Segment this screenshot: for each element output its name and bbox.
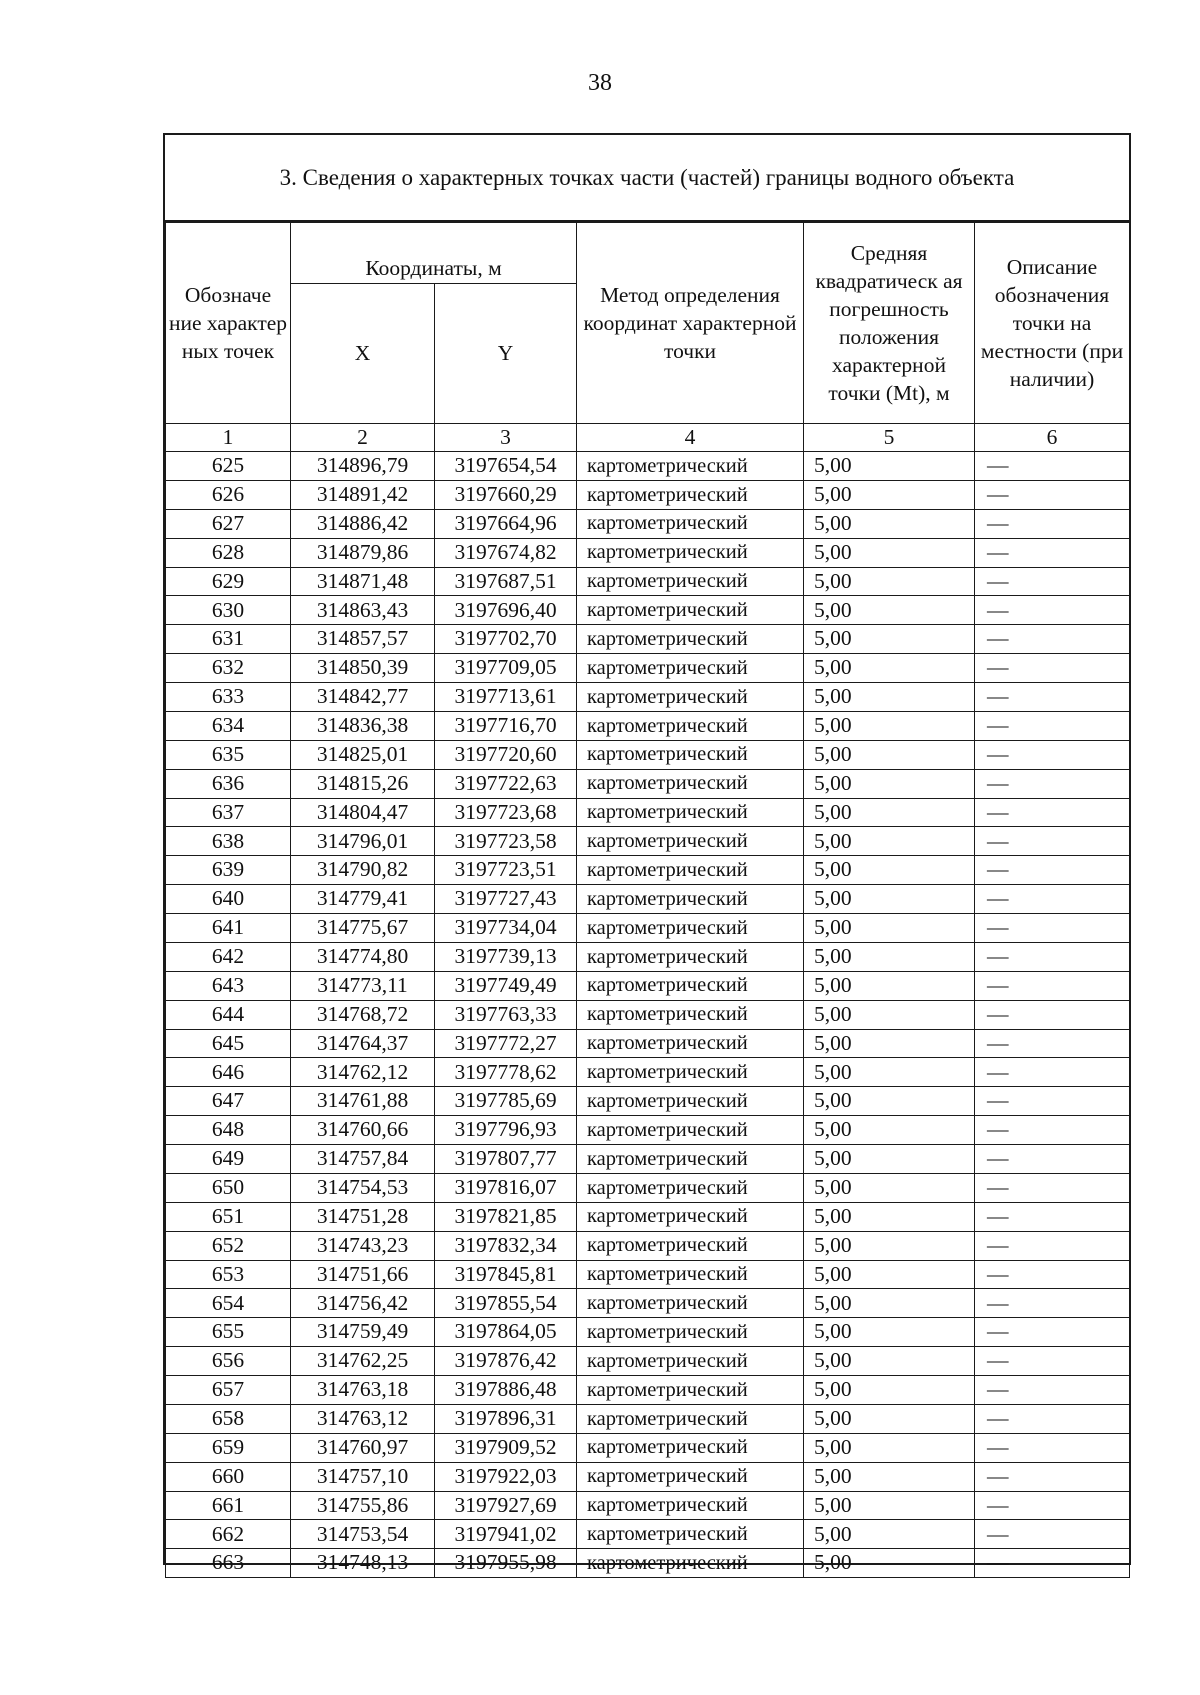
description-cell: — (975, 711, 1130, 740)
error-cell: 5,00 (804, 711, 975, 740)
table-row (166, 452, 1130, 481)
coordinate-x: 314871,48 (291, 567, 435, 596)
header-coordinates: Координаты, м (291, 223, 577, 284)
table-row (166, 1173, 1130, 1202)
description-cell: — (975, 1058, 1130, 1087)
description-cell: — (975, 740, 1130, 769)
point-number: 645 (166, 1029, 291, 1058)
point-number: 658 (166, 1404, 291, 1433)
column-index: 6 (975, 424, 1130, 452)
point-number: 653 (166, 1260, 291, 1289)
point-number: 661 (166, 1491, 291, 1520)
point-number: 641 (166, 914, 291, 943)
method-cell: картометрический (577, 769, 804, 798)
table-row (166, 683, 1130, 712)
coordinate-y: 3197716,70 (435, 711, 577, 740)
table-row (166, 1491, 1130, 1520)
coordinate-y: 3197955,98 (435, 1549, 577, 1578)
method-cell: картометрический (577, 1202, 804, 1231)
description-cell: — (975, 914, 1130, 943)
coordinate-y: 3197722,63 (435, 769, 577, 798)
point-number: 635 (166, 740, 291, 769)
table-row (166, 596, 1130, 625)
table-row (166, 1260, 1130, 1289)
error-cell: 5,00 (804, 1404, 975, 1433)
error-cell: 5,00 (804, 480, 975, 509)
error-cell: 5,00 (804, 798, 975, 827)
description-cell: — (975, 1000, 1130, 1029)
error-cell: 5,00 (804, 452, 975, 481)
point-number: 631 (166, 625, 291, 654)
method-cell: картометрический (577, 942, 804, 971)
method-cell: картометрический (577, 1404, 804, 1433)
coordinate-x: 314836,38 (291, 711, 435, 740)
header-description: Описание обозначения точки на местности (при наличии) (975, 223, 1130, 424)
point-number: 644 (166, 1000, 291, 1029)
point-number: 640 (166, 885, 291, 914)
coordinate-x: 314850,39 (291, 654, 435, 683)
column-index: 2 (291, 424, 435, 452)
method-cell: картометрический (577, 1549, 804, 1578)
error-cell: 5,00 (804, 1116, 975, 1145)
table-row (166, 1318, 1130, 1347)
error-cell: 5,00 (804, 885, 975, 914)
description-cell: — (975, 1087, 1130, 1116)
table-row (166, 1376, 1130, 1405)
error-cell: 5,00 (804, 1000, 975, 1029)
error-cell: 5,00 (804, 1231, 975, 1260)
error-cell: 5,00 (804, 1376, 975, 1405)
coordinate-x: 314774,80 (291, 942, 435, 971)
coordinate-y: 3197723,68 (435, 798, 577, 827)
table-row (166, 711, 1130, 740)
method-cell: картометрический (577, 827, 804, 856)
description-cell: — (975, 596, 1130, 625)
coordinate-x: 314751,66 (291, 1260, 435, 1289)
header-method: Метод определения координат характерной точки (577, 223, 804, 424)
coordinate-y: 3197763,33 (435, 1000, 577, 1029)
table-row (166, 1145, 1130, 1174)
point-number: 647 (166, 1087, 291, 1116)
point-number: 639 (166, 856, 291, 885)
header-x: X (291, 284, 435, 424)
coordinate-y: 3197713,61 (435, 683, 577, 712)
error-cell: 5,00 (804, 1520, 975, 1549)
error-cell: 5,00 (804, 1318, 975, 1347)
method-cell: картометрический (577, 1289, 804, 1318)
point-number: 652 (166, 1231, 291, 1260)
coordinate-x: 314779,41 (291, 885, 435, 914)
error-cell: 5,00 (804, 769, 975, 798)
coordinates-table (165, 222, 1130, 1578)
error-cell: 5,00 (804, 1491, 975, 1520)
coordinate-y: 3197702,70 (435, 625, 577, 654)
table-row (166, 1462, 1130, 1491)
coordinate-y: 3197855,54 (435, 1289, 577, 1318)
table-row (166, 1520, 1130, 1549)
description-cell: — (975, 942, 1130, 971)
description-cell: — (975, 1202, 1130, 1231)
page-number: 38 (588, 70, 612, 96)
method-cell: картометрический (577, 1520, 804, 1549)
method-cell: картометрический (577, 914, 804, 943)
coordinate-y: 3197821,85 (435, 1202, 577, 1231)
column-index: 4 (577, 424, 804, 452)
description-cell: — (975, 1433, 1130, 1462)
method-cell: картометрический (577, 625, 804, 654)
point-number: 642 (166, 942, 291, 971)
description-cell: — (975, 1376, 1130, 1405)
method-cell: картометрический (577, 1029, 804, 1058)
table-row (166, 798, 1130, 827)
coordinate-x: 314891,42 (291, 480, 435, 509)
description-cell: — (975, 1145, 1130, 1174)
coordinate-y: 3197796,93 (435, 1116, 577, 1145)
method-cell: картометрический (577, 711, 804, 740)
column-index-row (166, 424, 1130, 452)
description-cell: — (975, 452, 1130, 481)
method-cell: картометрический (577, 1491, 804, 1520)
table-body (166, 452, 1130, 1578)
method-cell: картометрический (577, 1145, 804, 1174)
method-cell: картометрический (577, 971, 804, 1000)
error-cell: 5,00 (804, 509, 975, 538)
coordinate-x: 314757,84 (291, 1145, 435, 1174)
point-number: 650 (166, 1173, 291, 1202)
error-cell: 5,00 (804, 740, 975, 769)
method-cell: картометрический (577, 1087, 804, 1116)
error-cell: 5,00 (804, 625, 975, 654)
error-cell: 5,00 (804, 1260, 975, 1289)
coordinate-y: 3197687,51 (435, 567, 577, 596)
table-row (166, 856, 1130, 885)
coordinate-y: 3197749,49 (435, 971, 577, 1000)
point-number: 628 (166, 538, 291, 567)
method-cell: картометрический (577, 1433, 804, 1462)
coordinate-x: 314775,67 (291, 914, 435, 943)
coordinate-x: 314748,13 (291, 1549, 435, 1578)
point-number: 651 (166, 1202, 291, 1231)
method-cell: картометрический (577, 596, 804, 625)
coordinate-y: 3197785,69 (435, 1087, 577, 1116)
table-row (166, 1202, 1130, 1231)
method-cell: картометрический (577, 452, 804, 481)
coordinate-x: 314764,37 (291, 1029, 435, 1058)
error-cell: 5,00 (804, 971, 975, 1000)
description-cell: — (975, 798, 1130, 827)
coordinate-x: 314857,57 (291, 625, 435, 654)
coordinate-x: 314760,66 (291, 1116, 435, 1145)
point-number: 634 (166, 711, 291, 740)
method-cell: картометрический (577, 509, 804, 538)
point-number: 627 (166, 509, 291, 538)
description-cell: — (975, 769, 1130, 798)
point-number: 646 (166, 1058, 291, 1087)
point-number: 657 (166, 1376, 291, 1405)
description-cell: — (975, 1491, 1130, 1520)
table-row (166, 509, 1130, 538)
coordinate-y: 3197654,54 (435, 452, 577, 481)
coordinate-x: 314842,77 (291, 683, 435, 712)
coordinate-y: 3197709,05 (435, 654, 577, 683)
coordinate-y: 3197739,13 (435, 942, 577, 971)
table-row (166, 480, 1130, 509)
coordinate-y: 3197922,03 (435, 1462, 577, 1491)
coordinate-y: 3197896,31 (435, 1404, 577, 1433)
table-row (166, 769, 1130, 798)
description-cell: — (975, 971, 1130, 1000)
table-row (166, 1029, 1130, 1058)
coordinate-y: 3197941,02 (435, 1520, 577, 1549)
description-cell: — (975, 1462, 1130, 1491)
error-cell: 5,00 (804, 1347, 975, 1376)
coordinate-x: 314886,42 (291, 509, 435, 538)
table-row (166, 971, 1130, 1000)
method-cell: картометрический (577, 480, 804, 509)
coordinate-y: 3197832,34 (435, 1231, 577, 1260)
error-cell: 5,00 (804, 1058, 975, 1087)
table-row (166, 1404, 1130, 1433)
coordinate-x: 314754,53 (291, 1173, 435, 1202)
point-number: 663 (166, 1549, 291, 1578)
error-cell: 5,00 (804, 1433, 975, 1462)
table-row (166, 1116, 1130, 1145)
table-row (166, 1549, 1130, 1578)
table-row (166, 827, 1130, 856)
error-cell: 5,00 (804, 1145, 975, 1174)
coordinate-y: 3197664,96 (435, 509, 577, 538)
coordinate-x: 314863,43 (291, 596, 435, 625)
coordinate-x: 314879,86 (291, 538, 435, 567)
coordinate-x: 314761,88 (291, 1087, 435, 1116)
point-number: 654 (166, 1289, 291, 1318)
section-title: 3. Сведения о характерных точках части (частей) границы водного объекта (165, 135, 1129, 222)
description-cell: — (975, 1318, 1130, 1347)
error-cell: 5,00 (804, 654, 975, 683)
error-cell: 5,00 (804, 1173, 975, 1202)
coordinate-x: 314751,28 (291, 1202, 435, 1231)
method-cell: картометрический (577, 538, 804, 567)
description-cell: — (975, 1404, 1130, 1433)
coordinate-y: 3197778,62 (435, 1058, 577, 1087)
method-cell: картометрический (577, 654, 804, 683)
table-row (166, 538, 1130, 567)
point-number: 649 (166, 1145, 291, 1174)
coordinate-y: 3197876,42 (435, 1347, 577, 1376)
error-cell: 5,00 (804, 856, 975, 885)
method-cell: картометрический (577, 1376, 804, 1405)
description-cell: — (975, 509, 1130, 538)
point-number: 632 (166, 654, 291, 683)
coordinate-x: 314762,12 (291, 1058, 435, 1087)
header-y: Y (435, 284, 577, 424)
header-designation: Обозначе ние характер ных точек (166, 223, 291, 424)
coordinate-y: 3197886,48 (435, 1376, 577, 1405)
coordinate-y: 3197927,69 (435, 1491, 577, 1520)
coordinate-y: 3197660,29 (435, 480, 577, 509)
coordinate-x: 314743,23 (291, 1231, 435, 1260)
error-cell: 5,00 (804, 538, 975, 567)
coordinate-y: 3197845,81 (435, 1260, 577, 1289)
table-row (166, 1000, 1130, 1029)
description-cell: — (975, 1347, 1130, 1376)
method-cell: картометрический (577, 567, 804, 596)
coordinate-x: 314755,86 (291, 1491, 435, 1520)
coordinate-y: 3197723,51 (435, 856, 577, 885)
method-cell: картометрический (577, 885, 804, 914)
point-number: 625 (166, 452, 291, 481)
coordinate-x: 314896,79 (291, 452, 435, 481)
coordinate-x: 314762,25 (291, 1347, 435, 1376)
table-row (166, 914, 1130, 943)
column-index: 5 (804, 424, 975, 452)
method-cell: картометрический (577, 856, 804, 885)
coordinate-y: 3197734,04 (435, 914, 577, 943)
coordinate-x: 314753,54 (291, 1520, 435, 1549)
table-row (166, 654, 1130, 683)
error-cell: 5,00 (804, 1202, 975, 1231)
error-cell: 5,00 (804, 683, 975, 712)
point-number: 626 (166, 480, 291, 509)
table-row (166, 942, 1130, 971)
error-cell: 5,00 (804, 567, 975, 596)
description-cell: — (975, 1231, 1130, 1260)
table-row (166, 567, 1130, 596)
table-row (166, 740, 1130, 769)
coordinate-x: 314815,26 (291, 769, 435, 798)
method-cell: картометрический (577, 1173, 804, 1202)
description-cell: — (975, 1549, 1130, 1578)
point-number: 659 (166, 1433, 291, 1462)
header-error: Средняя квадратическ ая погрешность положения характерной точки (Mt), м (804, 223, 975, 424)
table-row (166, 1087, 1130, 1116)
coordinate-y: 3197864,05 (435, 1318, 577, 1347)
table-row (166, 1058, 1130, 1087)
point-number: 630 (166, 596, 291, 625)
description-cell: — (975, 885, 1130, 914)
coordinate-x: 314760,97 (291, 1433, 435, 1462)
description-cell: — (975, 1029, 1130, 1058)
coordinate-y: 3197909,52 (435, 1433, 577, 1462)
description-cell: — (975, 1173, 1130, 1202)
coordinate-y: 3197807,77 (435, 1145, 577, 1174)
description-cell: — (975, 1260, 1130, 1289)
coordinate-x: 314773,11 (291, 971, 435, 1000)
coordinate-x: 314757,10 (291, 1462, 435, 1491)
column-index: 3 (435, 424, 577, 452)
coordinate-x: 314763,12 (291, 1404, 435, 1433)
description-cell: — (975, 538, 1130, 567)
method-cell: картометрический (577, 1260, 804, 1289)
description-cell: — (975, 625, 1130, 654)
method-cell: картометрический (577, 1058, 804, 1087)
coordinate-x: 314790,82 (291, 856, 435, 885)
table-row (166, 1289, 1130, 1318)
coordinate-y: 3197727,43 (435, 885, 577, 914)
description-cell: — (975, 1116, 1130, 1145)
description-cell: — (975, 1289, 1130, 1318)
error-cell: 5,00 (804, 914, 975, 943)
coordinate-x: 314756,42 (291, 1289, 435, 1318)
point-number: 637 (166, 798, 291, 827)
description-cell: — (975, 567, 1130, 596)
coordinate-y: 3197696,40 (435, 596, 577, 625)
error-cell: 5,00 (804, 1289, 975, 1318)
table-row (166, 885, 1130, 914)
point-number: 662 (166, 1520, 291, 1549)
method-cell: картометрический (577, 798, 804, 827)
error-cell: 5,00 (804, 1462, 975, 1491)
table-row (166, 1231, 1130, 1260)
table-row (166, 625, 1130, 654)
method-cell: картометрический (577, 1462, 804, 1491)
method-cell: картометрический (577, 740, 804, 769)
method-cell: картометрический (577, 1318, 804, 1347)
coordinate-x: 314763,18 (291, 1376, 435, 1405)
coordinate-x: 314768,72 (291, 1000, 435, 1029)
column-index: 1 (166, 424, 291, 452)
description-cell: — (975, 480, 1130, 509)
table-row (166, 1347, 1130, 1376)
coordinate-x: 314796,01 (291, 827, 435, 856)
error-cell: 5,00 (804, 942, 975, 971)
error-cell: 5,00 (804, 1549, 975, 1578)
coordinate-y: 3197720,60 (435, 740, 577, 769)
method-cell: картометрический (577, 1347, 804, 1376)
coordinate-y: 3197816,07 (435, 1173, 577, 1202)
coordinate-y: 3197723,58 (435, 827, 577, 856)
table-row (166, 1433, 1130, 1462)
document-frame (163, 133, 1131, 1575)
method-cell: картометрический (577, 1231, 804, 1260)
point-number: 660 (166, 1462, 291, 1491)
coordinate-x: 314804,47 (291, 798, 435, 827)
error-cell: 5,00 (804, 596, 975, 625)
error-cell: 5,00 (804, 1087, 975, 1116)
point-number: 643 (166, 971, 291, 1000)
point-number: 633 (166, 683, 291, 712)
description-cell: — (975, 654, 1130, 683)
point-number: 655 (166, 1318, 291, 1347)
coordinate-x: 314759,49 (291, 1318, 435, 1347)
error-cell: 5,00 (804, 1029, 975, 1058)
coordinate-y: 3197772,27 (435, 1029, 577, 1058)
method-cell: картометрический (577, 683, 804, 712)
description-cell: — (975, 856, 1130, 885)
description-cell: — (975, 1520, 1130, 1549)
point-number: 629 (166, 567, 291, 596)
point-number: 636 (166, 769, 291, 798)
point-number: 638 (166, 827, 291, 856)
description-cell: — (975, 683, 1130, 712)
method-cell: картометрический (577, 1000, 804, 1029)
method-cell: картометрический (577, 1116, 804, 1145)
point-number: 656 (166, 1347, 291, 1376)
coordinate-x: 314825,01 (291, 740, 435, 769)
error-cell: 5,00 (804, 827, 975, 856)
description-cell: — (975, 827, 1130, 856)
point-number: 648 (166, 1116, 291, 1145)
coordinate-y: 3197674,82 (435, 538, 577, 567)
